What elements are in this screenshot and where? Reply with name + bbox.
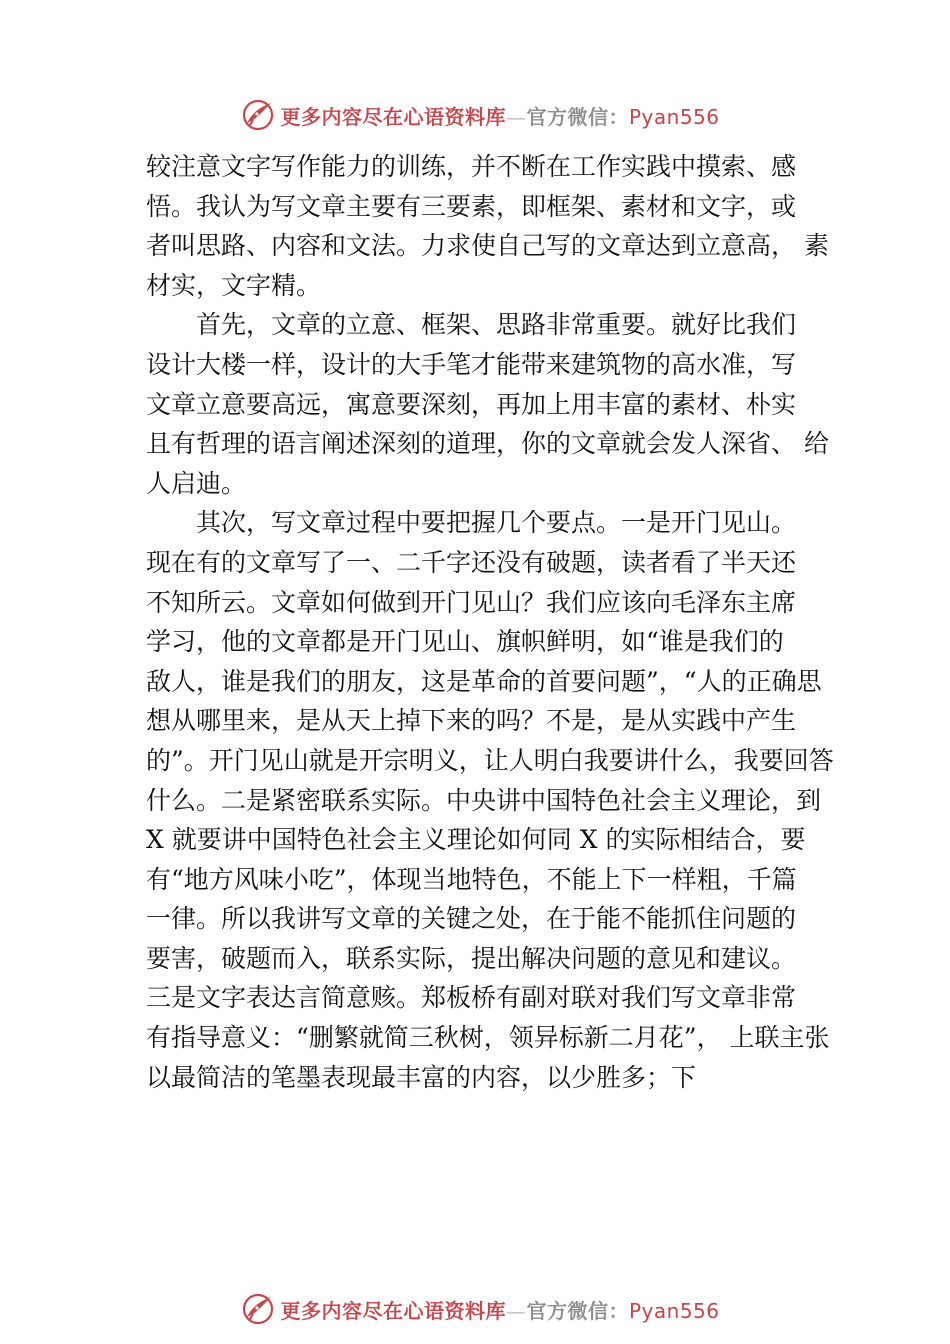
text-line: 三是文字表达言简意赅。郑板桥有副对联对我们写文章非常 <box>146 983 797 1013</box>
footer-banner <box>0 1287 950 1331</box>
text-line: 者叫思路、内容和文法。力求使自己写的文章达到立意高， 素 <box>146 231 829 261</box>
text-line: 设计大楼一样，设计的大手笔才能带来建筑物的高水准，写 <box>146 349 797 379</box>
text-line: 不知所云。文章如何做到开门见山？我们应该向毛泽东主席 <box>146 587 797 617</box>
text-line: 有指导意义：“删繁就简三秋树，领异标新二月花”， 上联主张 <box>146 1023 830 1053</box>
footer-banner-text <box>280 1295 719 1324</box>
text-line: 较注意文字写作能力的训练，并不断在工作实践中摸索、感 <box>146 152 797 181</box>
text-line: 学习，他的文章都是开门见山、旗帜鲜明，如“谁是我们的 <box>146 627 784 657</box>
header-banner <box>0 93 950 137</box>
text-line: 且有哲理的语言阐述深刻的道理，你的文章就会发人深省、 给 <box>146 429 829 459</box>
text-line: 有“地方风味小吃”，体现当地特色，不能上下一样粗，千篇 <box>146 864 797 894</box>
text-line: 首先，文章的立意、框架、思路非常重要。就好比我们 <box>196 310 797 340</box>
footer-brand: 更多内容尽在心语资料库 <box>280 1298 506 1323</box>
text-line: 文章立意要高远，寓意要深刻，再加上用丰富的素材、朴实 <box>146 389 797 419</box>
text-line: 一律。所以我讲写文章的关键之处，在于能不能抓住问题的 <box>146 904 797 934</box>
text-line: 其次，写文章过程中要把握几个要点。一是开门见山。 <box>196 508 797 538</box>
footer-separator: — <box>505 1298 527 1323</box>
document-body <box>146 147 834 1097</box>
text-line: 人启迪。 <box>146 468 247 498</box>
text-line: 材实，文字精。 <box>146 270 322 300</box>
text-line: X 就要讲中国特色社会主义理论如何同 X 的实际相结合，要 <box>146 825 806 855</box>
text-line: 悟。我认为写文章主要有三要素，即框架、素材和文字，或 <box>146 191 797 221</box>
footer-wechat-id: Pyan556 <box>628 1298 720 1323</box>
text-line: 以最简洁的笔墨表现最丰富的内容，以少胜多；下 <box>146 1062 697 1092</box>
header-brand: 更多内容尽在心语资料库 <box>280 104 506 129</box>
header-banner-text <box>280 101 719 130</box>
text-line: 什么。二是紧密联系实际。中央讲中国特色社会主义理论，到 <box>146 785 822 815</box>
header-wechat-id: Pyan556 <box>628 104 720 129</box>
pen-logo-icon <box>240 1291 276 1327</box>
text-line: 现在有的文章写了一、二千字还没有破题，读者看了半天还 <box>146 547 797 577</box>
header-banner-inner <box>240 97 719 133</box>
text-line: 的”。开门见山就是开宗明义，让人明白我要讲什么，我要回答 <box>146 745 834 775</box>
text-line: 敌人，谁是我们的朋友，这是革命的首要问题”，“人的正确思 <box>146 666 822 696</box>
header-official-label: 官方微信： <box>526 104 629 129</box>
text-line: 想从哪里来，是从天上掉下来的吗？不是，是从实践中产生 <box>146 706 797 736</box>
header-separator: — <box>505 104 527 129</box>
footer-official-label: 官方微信： <box>526 1298 629 1323</box>
footer-banner-inner <box>240 1291 719 1327</box>
text-line: 要害，破题而入，联系实际，提出解决问题的意见和建议。 <box>146 943 797 973</box>
pen-logo-icon <box>240 97 276 133</box>
